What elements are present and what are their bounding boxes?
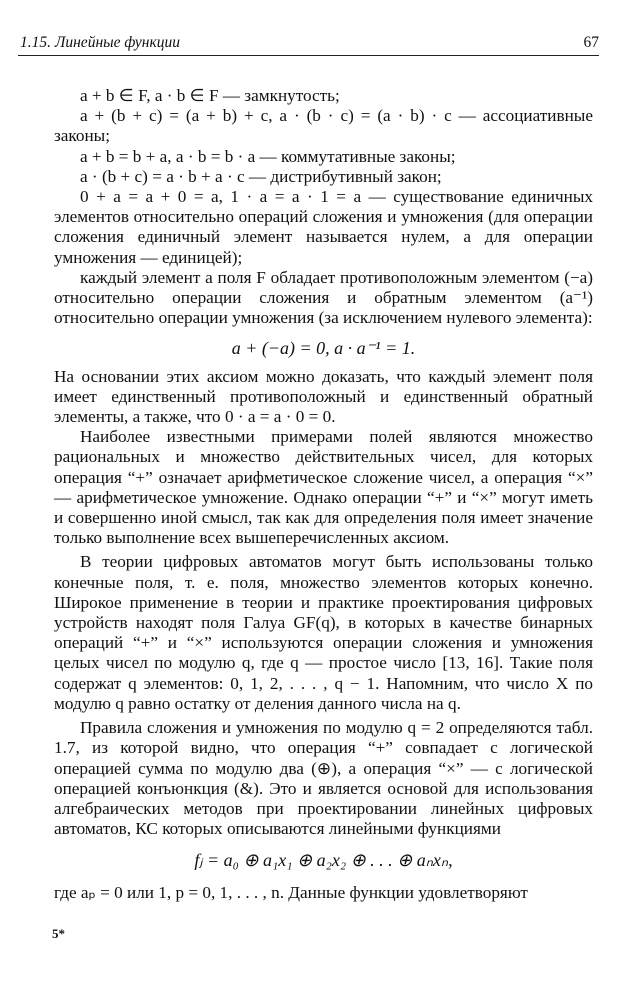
axiom-commutativity: a + b = b + a, a · b = b · a — коммутативные законы; xyxy=(80,146,456,166)
axiom-closure: a + b ∈ F, a · b ∈ F — замкнутость; xyxy=(80,86,340,105)
paragraph-modulo-rules: Правила сложения и умножения по модулю q = 2 определяются табл. 1.7, из которой видно, что операция “+” совпадает с логической операцией сумма по модулю два (⊕), а операция “×” — с логической операцией конъюнкция (&). Это и является основой для использования алгебраических методов при проектировании линейных цифровых автоматов, КС которых описываются линейными функциями xyxy=(54,718,593,839)
paragraph-uniqueness: На основании этих аксиом можно доказать, что каждый элемент поля имеет единственный противоположный и единственный обратный элементы, а также, что 0 · a = a · 0 = 0. xyxy=(54,366,593,427)
section-title: 1.15. Линейные функции xyxy=(20,34,180,51)
paragraph-examples: Наиболее известными примерами полей являются множество рациональных и множество действительных чисел, для которых операция “+” означает арифметическое сложение чисел, а операция “×” — арифметическое умножение. Однако операции “+” и “×” могут иметь и совершенно иной смысл, так как для определения поля имеет значение только выполнение всех вышеперечисленных аксиом. xyxy=(54,427,593,548)
paragraph-finite-fields: В теории цифровых автоматов могут быть использованы только конечные поля, т. е. поля, множество элементов которых конечно. Широкое применение в теории и практике проектирования цифровых устройств находят поля Галуа GF(q), в которых в качестве бинарных операций “+” и “×” используются операции сложения и умножения целых чисел по модулю q, где q — простое число [13, 16]. Такие поля содержат q элементов: 0, 1, 2, . . . , q − 1. Напомним, что число X по модулю q равно остатку от деления данного числа на q. xyxy=(54,552,593,713)
axiom-distributivity: a · (b + c) = a · b + a · c — дистрибутивный закон; xyxy=(80,166,442,186)
page-number: 67 xyxy=(583,34,599,51)
paragraph-coefficients: где aₚ = 0 или 1, p = 0, 1, . . . , n. Данные функции удовлетворяют xyxy=(54,882,528,902)
axiom-associativity: a + (b + c) = (a + b) + c, a · (b · c) = (a · b) · c — ассоциативные законы; xyxy=(54,106,593,146)
equation-linear-function: fⱼ = a₀ ⊕ a₁x₁ ⊕ a₂x₂ ⊕ . . . ⊕ aₙxₙ, xyxy=(194,850,453,871)
running-head xyxy=(20,34,599,52)
equation-inverse: a + (−a) = 0, a · a⁻¹ = 1. xyxy=(231,338,416,359)
signature-mark: 5* xyxy=(52,926,65,941)
axiom-identity: 0 + a = a + 0 = a, 1 · a = a · 1 = a — существование единичных элементов относительно операций сложения и умножения (для операции сложения единичный элемент называется нулем, а для операции умножения — единицей); xyxy=(54,187,593,267)
text-body xyxy=(54,86,593,903)
header-rule xyxy=(18,55,599,56)
axiom-inverse: каждый элемент a поля F обладает противоположным элементом (−a) относительно операции сложения и обратным элементом (a⁻¹) относительно операции умножения (за исключением нулевого элемента): xyxy=(54,267,593,328)
